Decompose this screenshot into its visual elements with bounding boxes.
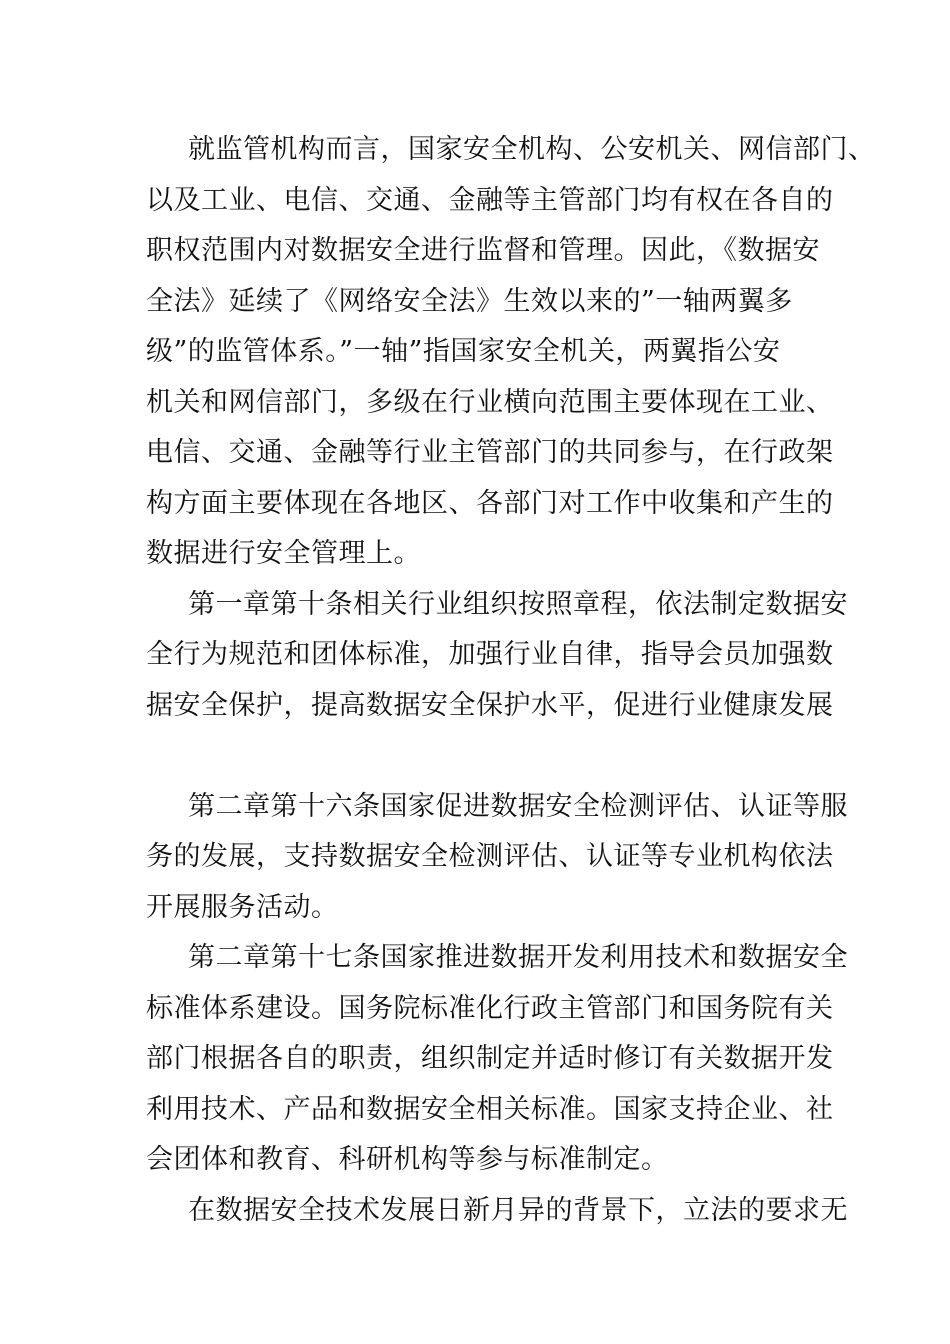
text-line: 全行为规范和团体标准，加强行业自律，指导会员加强数 [146,639,834,670]
text-line: 第二章第十六条国家促进数据安全检测评估、认证等服 [188,791,848,822]
text-line: 职权范围内对数据安全进行监督和管理。因此，《数据安 [146,235,820,266]
text-line: 在数据安全技术发展日新月异的背景下，立法的要求无 [188,1195,848,1226]
text-line: 第一章第十条相关行业组织按照章程，依法制定数据安 [188,589,848,620]
text-line: 标准体系建设。国务院标准化行政主管部门和国务院有关 [146,993,834,1024]
text-line: 就监管机构而言，国家安全机构、公安机关、网信部门、 [188,134,876,165]
text-line: 利用技术、产品和数据安全相关标准。国家支持企业、社 [146,1094,834,1125]
text-line: 据安全保护，提高数据安全保护水平，促进行业健康发展 [146,690,834,721]
text-line: 全法》延续了《网络安全法》生效以来的”一轴两翼多 [146,286,793,317]
text-line: 开展服务活动。 [146,892,339,923]
text-line: 以及工业、电信、交通、金融等主管部门均有权在各自的 [146,185,834,216]
text-line: 构方面主要体现在各地区、各部门对工作中收集和产生的 [146,488,834,519]
text-line: 机关和网信部门，多级在行业横向范围主要体现在工业、 [146,387,834,418]
text-line: 数据进行安全管理上。 [146,538,421,569]
text-line: 电信、交通、金融等行业主管部门的共同参与，在行政架 [146,437,834,468]
text-line: 第二章第十七条国家推进数据开发利用技术和数据安全 [188,942,848,973]
text-line: 部门根据各自的职责，组织制定并适时修订有关数据开发 [146,1043,834,1074]
text-line: 务的发展，支持数据安全检测评估、认证等专业机构依法 [146,841,834,872]
text-line: 会团体和教育、科研机构等参与标准制定。 [146,1144,669,1175]
text-line: 级”的监管体系。”一轴”指国家安全机关，两翼指公安 [146,336,781,367]
